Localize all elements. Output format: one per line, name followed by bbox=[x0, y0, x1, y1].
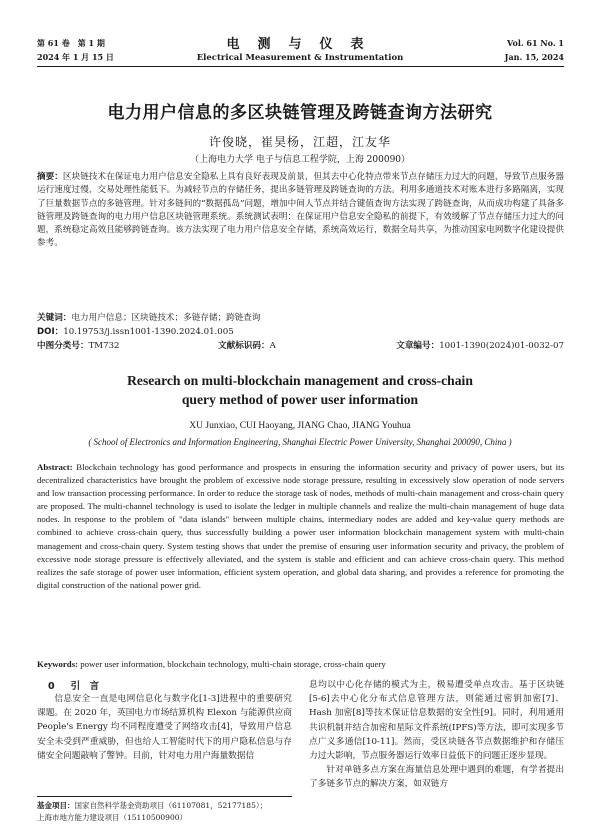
keywords-en-text: power user information, blockchain technology, multi-chain storage, cross-chain query bbox=[80, 659, 386, 669]
section-title: 引 言 bbox=[70, 681, 100, 692]
abstract-en-text: Blockchain technology has good performance and prospects in ensuring the information security and privacy of power users, but its decentralized characteristics have brought the problem of excessive node storage pressure, resulting in excessively slow operation of node servers and low transaction processing performance. In order to reduce the storage task of nodes, methods of multi-chain management and cross-chain query are proposed. The multi-channel technology is used to isolate the ledger in multiple channels and realize the multi-chain management of huge data nodes. In response to the problem of "data islands" between multiple chains, intermediary nodes are added and key-value query methods are combined to achieve cross-chain query, thus successfully building a power user information blockchain management system with multi-chain management and cross-chain query. System testing shows that under the premise of ensuring user information security and privacy, the problem of excessive node storage pressure is effectively alleviated, and the system is stable and efficient and can achieve cross-chain query. This method realizes the safe storage of power user information, efficient system operation, and global data sharing, and provides a reference for promoting the digital construction of the national power grid. bbox=[37, 462, 564, 590]
clc-number bbox=[37, 340, 120, 353]
doi bbox=[37, 326, 564, 339]
affiliation-en: ( School of Electronics and Information Engineering, Shanghai Electric Power University, Shanghai 200090, China ) bbox=[88, 437, 512, 447]
intro-paragraph: 信息安全一直是电网信息化与数字化[1-3]进程中的重要研究课题。在 2020 年，英国电力市场结算机构 Elexon 与能源供应商 People's Energy 均不同程度遭受了网络攻击[4]，导致用户信息安全未受到严重威胁，但也给人工智能时代下的用户隐私信息与存储安全问题敲响了警钟。目前，针对电力用户海量数据信 bbox=[37, 694, 292, 761]
issue-volume: 第 61 卷 第 1 期 bbox=[37, 38, 105, 48]
keywords-en-label: Keywords: bbox=[37, 659, 79, 669]
authors-en: XU Junxiao, CUI Haoyang, JIANG Chao, JIANG Youhua bbox=[189, 421, 411, 431]
paper-title-en: Research on multi-blockchain management and cross-chain query method of power user information bbox=[127, 373, 473, 407]
keywords-cn-text: 电力用户信息；区块链技术；多链存储；跨链查询 bbox=[71, 313, 261, 323]
doc-code-label: 文献标识码： bbox=[218, 341, 270, 351]
abstract-cn-label: 摘要： bbox=[37, 172, 63, 182]
keywords-cn-label: 关键词： bbox=[37, 313, 72, 323]
document-code bbox=[218, 340, 276, 353]
intro-right-column bbox=[309, 678, 564, 792]
funding-label: 基金项目： bbox=[37, 801, 75, 810]
journal-name-en: Electrical Measurement & Instrumentation bbox=[196, 53, 404, 63]
section-heading bbox=[48, 678, 99, 692]
clc-text: TM732 bbox=[88, 341, 120, 351]
volume-en: Vol. 61 No. 1 bbox=[507, 38, 564, 48]
header-rule bbox=[37, 66, 564, 67]
authors-cn: 许俊晓，崔昊杨，江超，江友华 bbox=[208, 135, 391, 149]
footnote-rule bbox=[37, 796, 292, 797]
doc-code-text: A bbox=[269, 341, 276, 351]
intro-paragraph-2: 针对单链多点方案在海量信息处理中遇到的难题，有学者提出了多链多节点的解决方案，如双链方 bbox=[309, 765, 564, 790]
abstract-cn-text: 区块链技术在保证电力用户信息安全隐私上具有良好表现及前景，但其去中心化特点带来节点存储压力过大的问题，导致节点服务器运行速度过慢，交易处理性能低下。为减轻节点的存储任务，提出多链管理及跨链查询的方法。利用多通道技术对账本进行多路隔离，实现了巨量数据节点的多链管理。针对多链间的“数据孤岛”问题，增加中间人节点并结合键值查询方法实现了跨链查询，从而成功构建了具备多链管理及跨链查询的电力用户信息区块链管理系统。系统测试表明：在保证用户信息安全隐私的前提下，有效缓解了节点存储压力过大的问题，系统稳定高效且能够跨链查询。该方法实现了电力用户信息安全存储，系统高效运行，数据全局共享，为推动国家电网数字化建设提供参考。 bbox=[37, 172, 564, 249]
affiliation-cn: （上海电力大学 电子与信息工程学院，上海 200090） bbox=[189, 155, 411, 165]
date-en: Jan. 15, 2024 bbox=[504, 52, 564, 62]
article-number bbox=[388, 340, 564, 353]
keywords-cn bbox=[37, 312, 564, 325]
issue-date: 2024 年 1 月 15 日 bbox=[37, 52, 114, 62]
funding-line-1: 国家自然科学基金资助项目（61107081，52177185）； bbox=[74, 801, 268, 810]
abstract-en-label: Abstract: bbox=[37, 462, 73, 472]
intro-continued: 息均以中心化存储的模式为主，极易遭受单点攻击。基于区块链[5-6]去中心化分布式信息管理方法，则能通过密钥加密[7]、Hash 加密[8]等技术保证信息数据的安全性[9]。同时，利用通用共识机制并结合加密和星际文件系统(IPFS)等方法，即可实现多节点广义多通信[10-11]。然而，受区块链各节点数据维护和存储压力过大影响，节点服务器运行效率日益低下的问题正逐步显现。 bbox=[309, 680, 564, 762]
section-number: 0 bbox=[48, 681, 55, 692]
funding-footnote bbox=[37, 800, 297, 823]
doi-label: DOI： bbox=[37, 327, 64, 337]
keywords-en bbox=[37, 658, 564, 671]
funding-line-2: 上海市地方能力建设项目（15110500900） bbox=[37, 812, 187, 822]
journal-name-cn: 电测与仪表 bbox=[226, 37, 382, 52]
article-no-label: 文章编号： bbox=[396, 341, 440, 351]
article-no-text: 1001-1390(2024)01-0032-07 bbox=[439, 341, 564, 351]
clc-label: 中图分类号： bbox=[37, 341, 89, 351]
abstract-cn bbox=[37, 171, 564, 251]
intro-left-column bbox=[37, 692, 292, 763]
doi-text: 10.19753/j.issn1001-1390.2024.01.005 bbox=[63, 327, 234, 337]
paper-title-cn: 电力用户信息的多区块链管理及跨链查询方法研究 bbox=[107, 103, 493, 123]
abstract-en bbox=[37, 461, 564, 592]
